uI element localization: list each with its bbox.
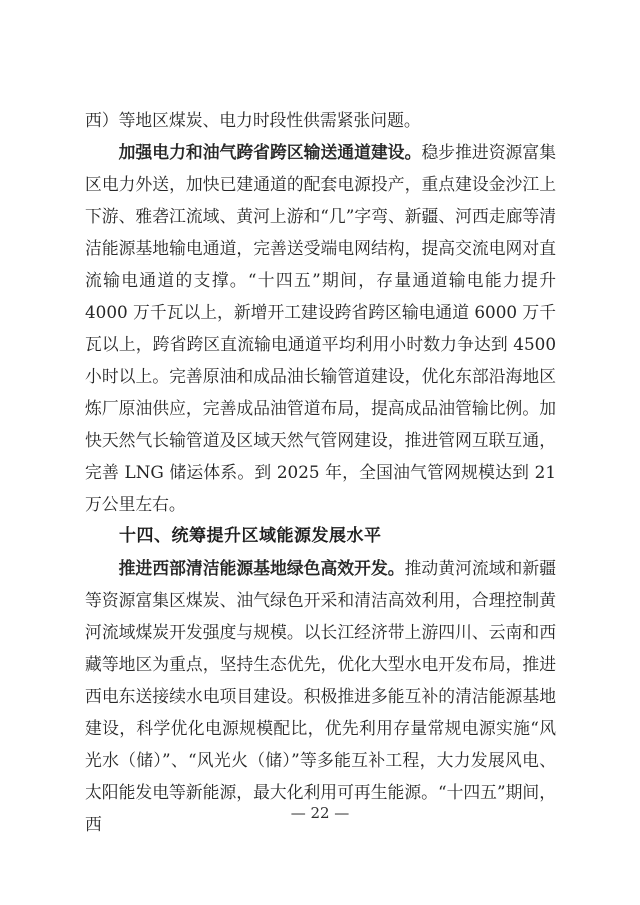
section-heading-14: 十四、统筹提升区域能源发展水平 xyxy=(119,526,382,546)
page-body xyxy=(85,104,556,840)
paragraph-western-text: 推动黄河流域和新疆等资源富集区煤炭、油气绿色开采和清洁高效利用，合理控制黄河流域煤炭开发强度与规模。以长江经济带上游四川、云南和西藏等地区为重点，坚持生态优先，优化大型水电开发布局，推进西电东送接续水电项目建设。积极推进多能互补的清洁能源基地建设，科学优化电源规模配比，优先利用存量常规电源实施“风光水（储）”、“风光火（储）”等多能互补工程，大力发展风电、太阳能发电等新能源，最大化利用可再生能源。“十四五”期间，西 xyxy=(85,558,556,834)
paragraph-supply-tension-continuation: 西）等地区煤炭、电力时段性供需紧张问题。 xyxy=(85,110,421,130)
paragraph-transmission-channels xyxy=(85,136,556,520)
paragraph-western-clean-energy xyxy=(85,552,556,840)
paragraph-western-lead: 推进西部清洁能源基地绿色高效开发。 xyxy=(118,558,405,578)
page-number: — 22 — xyxy=(290,804,350,822)
paragraph-transmission-lead: 加强电力和油气跨省跨区输送通道建设。 xyxy=(118,142,422,162)
paragraph-transmission-text: 稳步推进资源富集区电力外送，加快已建通道的配套电源投产，重点建设金沙江上下游、雅砻江流域、黄河上游和“几”字弯、新疆、河西走廊等清洁能源基地输电通道，完善送受端电网结构，提高交流电网对直流输电通道的支撑。“十四五”期间，存量通道输电能力提升 4000 万千瓦以上，新增开工建设跨省跨区输电通道 6000 万千瓦以上，跨省跨区直流输电通道平均利用小时数力争达到 4500 小时以上。完善原油和成品油长输管道建设，优化东部沿海地区炼厂原油供应，完善成品油管道布局，提高成品油管输比例。加快天然气长输管道及区域天然气管网建设，推进管网互联互通，完善 LNG 储运体系。到 2025 年，全国油气管网规模达到 21 万公里左右。 xyxy=(85,142,556,514)
